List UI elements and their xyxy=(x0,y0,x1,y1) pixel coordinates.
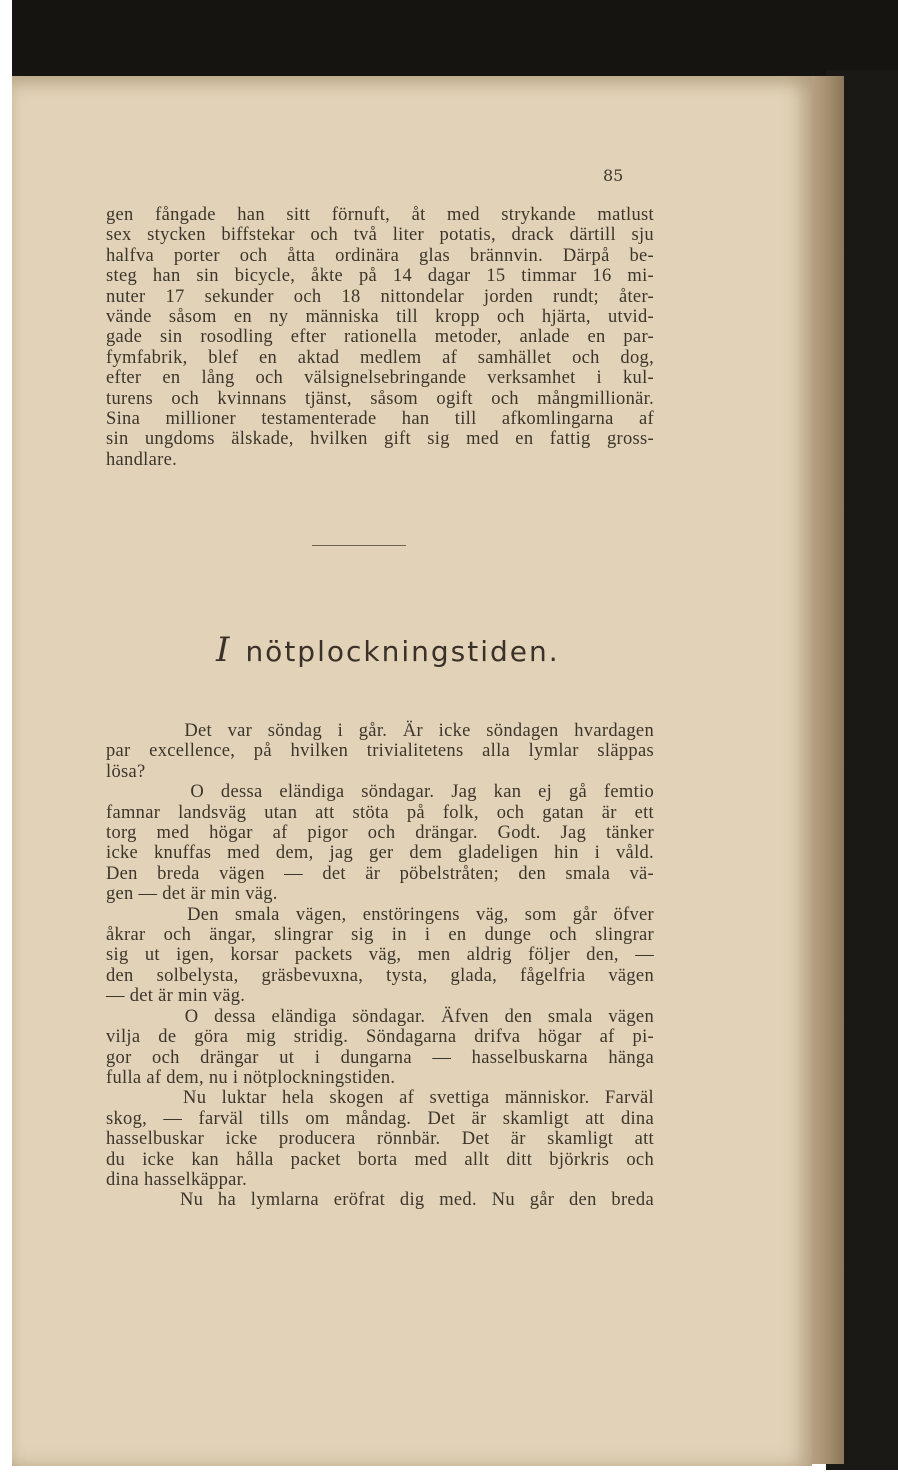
text-line: sex stycken biffstekar och två liter potatis, drack därtill sju xyxy=(106,225,654,246)
text-line: — det är min väg. xyxy=(106,986,246,1007)
text-line: gen — det är min väg. xyxy=(106,884,278,905)
paragraph-continuation xyxy=(106,205,654,470)
text-line: gor och drängar ut i dungarna — hasselbuskarna hänga xyxy=(106,1047,654,1068)
text-line: fulla af dem, nu i nötplockningstiden. xyxy=(106,1067,396,1088)
text-line: efter en lång och välsignelsebringande verksamhet i kul- xyxy=(106,368,654,389)
text-line: gen fångade han sitt förnuft, åt med strykande matlust xyxy=(106,205,654,225)
text-line: steg han sin bicycle, åkte på 14 dagar 15 timmar 16 mi- xyxy=(106,266,654,287)
text-line: O dessa eländiga söndagar. Äfven den smala vägen xyxy=(106,1006,654,1027)
text-line: par excellence, på hvilken trivialitetens alla lymlar släppas xyxy=(106,741,654,762)
section-divider xyxy=(312,545,406,546)
text-line: dina hasselkäppar. xyxy=(106,1169,248,1190)
text-line: famnar landsväg utan att stöta på folk, och gatan är ett xyxy=(106,802,654,823)
text-line: vände såsom en ny människa till kropp och hjärta, utvid- xyxy=(106,307,654,328)
section-heading xyxy=(216,630,560,670)
text-line: Den breda vägen — det är pöbelstråten; den smala vä- xyxy=(106,863,654,884)
text-line: Sina millioner testamenterade han till afkomlingarna af xyxy=(106,409,654,430)
text-line: vilja de göra mig stridig. Söndagarna drifva högar af pi- xyxy=(106,1027,654,1048)
text-line: sin ungdoms älskade, hvilken gift sig med en fattig gross- xyxy=(106,429,654,450)
text-line: icke knuffas med dem, jag ger dem gladeligen hin i våld. xyxy=(106,843,654,864)
text-line: halfva porter och åtta ordinära glas brännvin. Därpå be- xyxy=(106,245,654,266)
text-line: handlare. xyxy=(106,449,178,470)
text-line: du icke kan hålla packet borta med allt ditt björkris och xyxy=(106,1149,654,1170)
text-line: fymfabrik, blef en aktad medlem af samhället och dog, xyxy=(106,347,654,368)
text-line: turens och kvinnans tjänst, såsom ogift och mångmillionär. xyxy=(106,388,654,409)
section-body xyxy=(106,721,654,1211)
text-line: torg med högar af pigor och drängar. Godt. Jag tänker xyxy=(106,823,654,844)
text-line: gade sin rosodling efter rationella metoder, anlade en par- xyxy=(106,327,654,348)
heading-initial: I xyxy=(216,630,232,670)
text-line: lösa? xyxy=(106,761,146,782)
text-line: Nu luktar hela skogen af svettiga människor. Farväl xyxy=(106,1088,654,1109)
text-line: nuter 17 sekunder och 18 nittondelar jorden rundt; åter- xyxy=(106,286,654,307)
text-line: Det var söndag i går. Är icke söndagen hvardagen xyxy=(106,721,654,741)
text-line: sig ut igen, korsar packets väg, men aldrig följer den, — xyxy=(106,945,654,966)
page-number: 85 xyxy=(603,166,624,185)
scan-background-top xyxy=(12,0,898,80)
text-line: hasselbuskar icke producera rönnbär. Det är skamligt att xyxy=(106,1129,654,1150)
text-line: åkrar och ängar, slingrar sig in i en dunge och slingrar xyxy=(106,925,654,946)
text-line: Nu ha lymlarna eröfrat dig med. Nu går den breda xyxy=(106,1190,654,1211)
heading-text: nötplockningstiden. xyxy=(245,635,560,668)
text-line: O dessa eländiga söndagar. Jag kan ej gå femtio xyxy=(106,782,654,803)
text-line: skog, — farväl tills om måndag. Det är skamligt att dina xyxy=(106,1108,654,1129)
text-line: den solbelysta, gräsbevuxna, tysta, glada, fågelfria vägen xyxy=(106,965,654,986)
text-line: Den smala vägen, enstöringens väg, som går öfver xyxy=(106,904,654,925)
